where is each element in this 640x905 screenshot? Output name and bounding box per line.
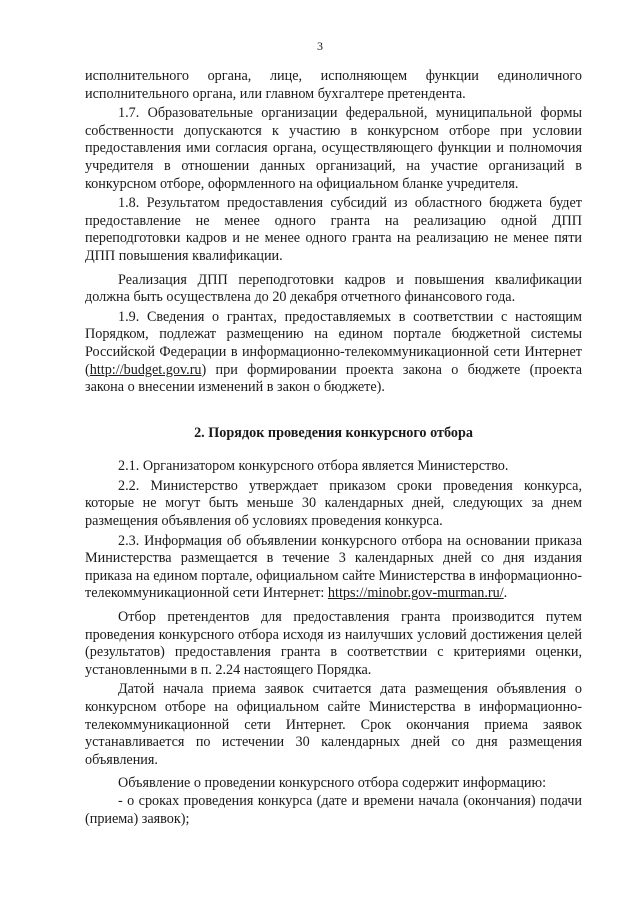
paragraph-1-8: 1.8. Результатом предоставления субсидий из областного бюджета будет предоставление не менее одного гранта на реализацию одной ДПП переподготовки кадров и не менее одного гранта на реализацию не менее пяти ДПП повышения квалификации. <box>85 195 582 264</box>
paragraph-continuation: исполнительного органа, лице, исполняющем функции единоличного исполнительного органа, или главном бухгалтере претендента. <box>85 68 582 102</box>
section-title: 2. Порядок проведения конкурсного отбора <box>194 424 473 441</box>
paragraph-announcement: Объявление о проведении конкурсного отбора содержит информацию: <box>118 775 547 792</box>
paragraph-1-9-text-after: ) при формировании проекта закона о бюджете (проекта закона о внесении изменений в закон о бюджете). <box>85 361 582 396</box>
document-body <box>85 68 582 828</box>
paragraph-2-3-text-before: 2.3. Информация об объявлении конкурсного отбора на основании приказа Министерства размещается в течение 3 календарных дней со дня издания приказа на едином портале, официальном сайте Министерства в информационно-телекоммуникационной сети Интернет: <box>85 532 582 602</box>
paragraph-application-dates: Датой начала приема заявок считается дата размещения объявления о конкурсном отборе на официальном сайте Министерства в информационно-телекоммуникационной сети Интернет. Срок окончания приема заявок устанавливается по истечении 30 календарных дней со дня размещения объявления. <box>85 681 582 768</box>
paragraph-2-3-text-after: . <box>503 585 508 602</box>
paragraph-2-3 <box>85 533 582 603</box>
paragraph-1-7: 1.7. Образовательные организации федеральной, муниципальной формы собственности допускаются к участию в конкурсном отборе при условии предоставления ими согласия органа, осуществляющего функции и полномочия учредителя в отношении данных организаций, на участие организаций в конкурсном отборе, оформленного на официальном бланке учредителя. <box>85 105 582 192</box>
page-number: 3 <box>317 39 323 53</box>
paragraph-1-9-text-before: 1.9. Сведения о грантах, предоставляемых в соответствии с настоящим Порядком, подлежат размещению на едином портале бюджетной системы Российской Федерации в информационно-телекоммуникационной сети Интернет ( <box>85 308 582 378</box>
paragraph-2-1: 2.1. Организатором конкурсного отбора является Министерство. <box>118 458 509 475</box>
paragraph-1-9 <box>85 309 582 397</box>
list-item-terms: - о сроках проведения конкурса (дате и времени начала (окончания) подачи (приема) заявок); <box>85 792 582 827</box>
ministry-site-link[interactable]: https://minobr.gov-murman.ru/ <box>327 585 504 602</box>
budget-portal-link[interactable]: http://budget.gov.ru <box>89 361 202 378</box>
paragraph-dpp-deadline: Реализация ДПП переподготовки кадров и повышения квалификации должна быть осуществлена до 20 декабря отчетного финансового года. <box>85 271 582 306</box>
paragraph-selection: Отбор претендентов для предоставления гранта производится путем проведения конкурсного отбора исходя из наилучших условий достижения целей (результатов) предоставления гранта в соответствии с критериями оценки, установленными в п. 2.24 настоящего Порядка. <box>85 609 582 678</box>
paragraph-2-2: 2.2. Министерство утверждает приказом сроки проведения конкурса, которые не могут быть меньше 30 календарных дней, следующих за днем размещения объявления об условиях проведения конкурса. <box>85 477 582 530</box>
